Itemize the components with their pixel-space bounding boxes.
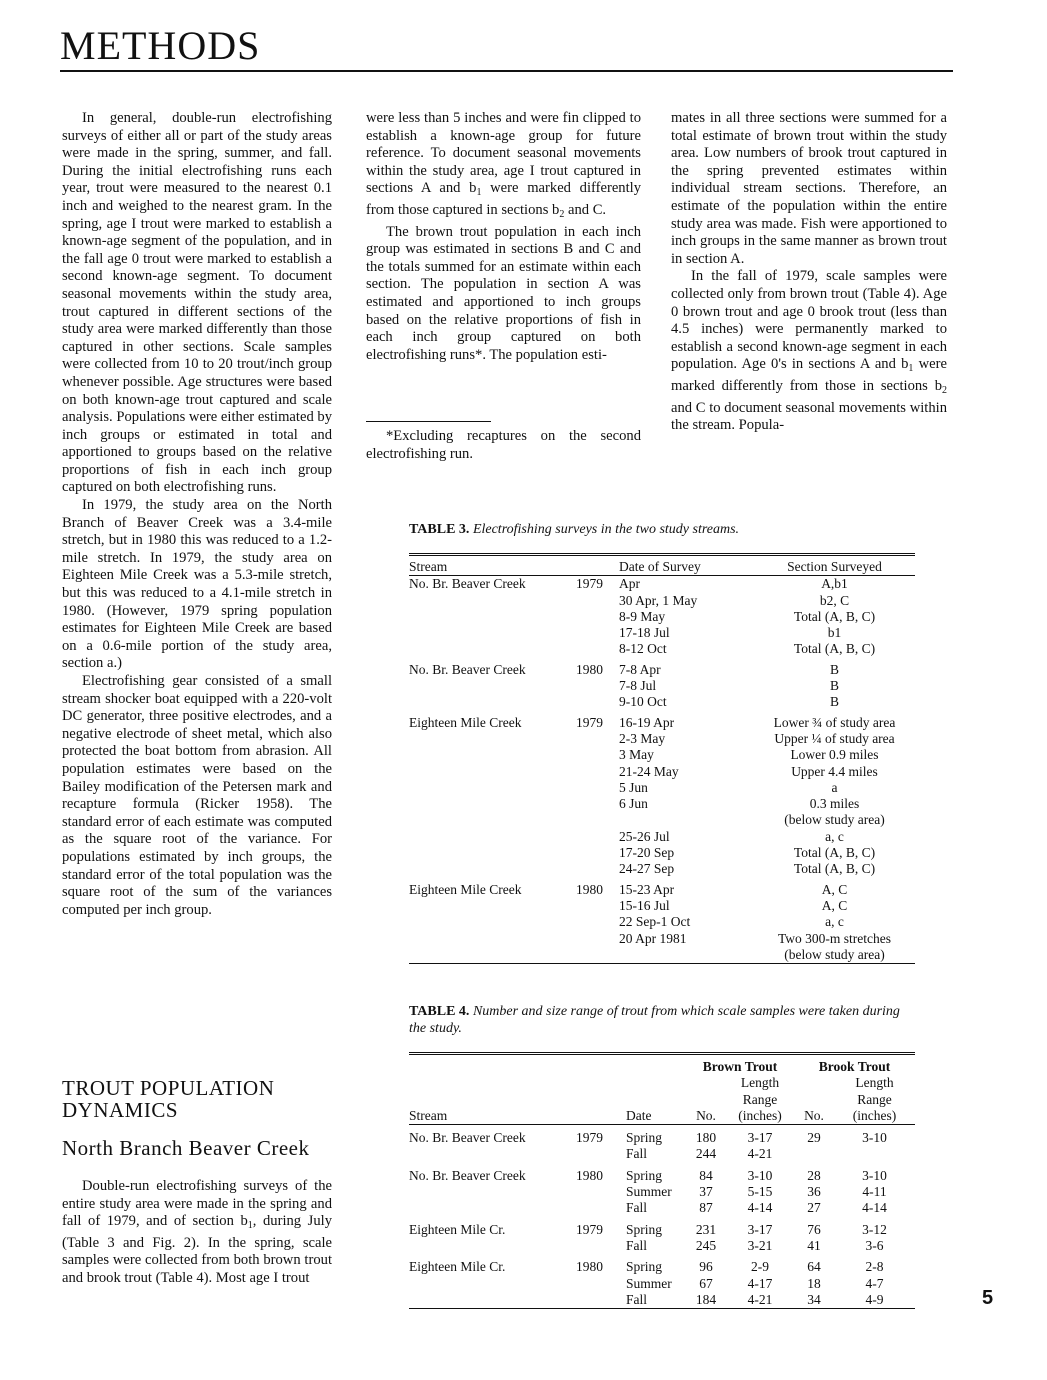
t3-section-cell: a, c xyxy=(825,914,844,930)
table-row xyxy=(409,1146,915,1162)
t3-date-cell: 8-9 May xyxy=(619,608,666,624)
t4-brown-no-cell: 231 xyxy=(695,1221,717,1237)
t4-brook-range-cell: 3-10 xyxy=(862,1130,887,1146)
table-3-body xyxy=(409,576,915,964)
table-row xyxy=(409,641,915,657)
t4-header-row-1 xyxy=(409,1054,915,1076)
t4-brown-no-cell: 244 xyxy=(695,1146,717,1162)
north-branch-text xyxy=(62,1178,332,1288)
t3-date-cell xyxy=(619,947,754,964)
t4-brook-range-cell: 4-14 xyxy=(862,1200,887,1216)
t4-brown-range-cell: 3-17 xyxy=(747,1130,773,1146)
t4-brown-range-cell: 4-14 xyxy=(747,1200,773,1216)
t3-section-cell: Two 300-m stretches xyxy=(777,930,892,946)
t3-section-cell: Lower ¾ of study area xyxy=(773,714,896,730)
t4-header-brown: Brown Trout xyxy=(702,1059,778,1074)
t4-brown-range-cell: 4-17 xyxy=(747,1275,773,1291)
table-row xyxy=(409,1292,915,1309)
t3-section-cell: (below study area) xyxy=(784,946,885,962)
t4-brook-no-cell: 28 xyxy=(807,1167,821,1183)
t3-section-cell: Lower 0.9 miles xyxy=(790,747,879,763)
t3-section-cell: 0.3 miles xyxy=(809,796,860,812)
table-4 xyxy=(409,1052,915,1309)
t3-date-cell: 7-8 Apr xyxy=(619,661,661,677)
t4-season-cell: Spring xyxy=(626,1221,663,1237)
footnote-rule xyxy=(366,421,491,422)
t3-date-cell: 25-26 Jul xyxy=(619,828,670,844)
table-4-caption: TABLE 4. Number and size range of trout from which scale samples were taken during the study. xyxy=(409,1004,900,1036)
north-branch-paragraph: Double-run electrofishing surveys of the entire study area were made in the spring and fall of 1979, and of section $b_1$, during July (Table 3 and Fig. 2). In the spring, scale samples were collected from both brown trout and brook trout (Table 4). Most age I trout xyxy=(62,1178,332,1286)
t4-season-cell: Spring xyxy=(626,1130,663,1146)
t4-brown-no-cell: 245 xyxy=(695,1237,717,1253)
table-row xyxy=(409,1238,915,1254)
t3-header-year xyxy=(576,555,619,576)
table-row xyxy=(409,1276,915,1292)
section-title: TROUT POPULATION DYNAMICS xyxy=(62,1076,275,1122)
t3-year-cell: 1979 xyxy=(576,576,603,592)
table-row xyxy=(409,625,915,641)
t3-date-cell: 15-16 Jul xyxy=(619,897,670,913)
t3-section-cell: B xyxy=(829,661,839,677)
t4-stream-cell: Eighteen Mile Cr. xyxy=(409,1259,506,1275)
t4-header-date: Date xyxy=(626,1108,686,1125)
t4-brook-range-cell: 4-9 xyxy=(865,1291,884,1307)
t4-brook-range-cell: 3-6 xyxy=(865,1237,884,1253)
t3-date-cell: Apr xyxy=(619,576,640,592)
t4-brown-range-cell: 3-21 xyxy=(747,1237,773,1253)
table-row xyxy=(409,731,915,747)
table-row xyxy=(409,1222,915,1238)
t4-header-inches-brook: (inches) xyxy=(834,1108,915,1125)
table-row xyxy=(409,1130,915,1146)
table-row xyxy=(409,764,915,780)
t3-date-cell: 5 Jun xyxy=(619,779,648,795)
t3-section-cell: B xyxy=(829,678,839,694)
methods-column-3 xyxy=(671,110,947,435)
methods-paragraph-3: Electrofishing gear consisted of a small stream shocker boat equipped with a 220-volt DC generator, three positive electrodes, and a negative electrode of sheet metal, which also protected the boat bottom from abrasion. All population estimates were based on the Bailey modification of the Petersen mark and recapture formula (Ricker 1958). The standard error of each estimate was computed as the square root of the variance. For populations estimated by inch groups, the standard error of the total population was the square root of the sum of the variances computed per inch group. xyxy=(62,673,332,918)
t3-section-cell: Total (A, B, C) xyxy=(793,641,876,657)
column-3-paragraph-1: mates in all three sections were summed for a total estimate of brown trout within the study area. Low numbers of brook trout captured in the spring prevented estimates within individual stream sections. Therefore, an estimate of the population within the entire study area was made. Fish were apportioned to inch groups in the same manner as brown trout in section A. xyxy=(671,110,947,267)
table-row xyxy=(409,914,915,930)
t3-section-cell: A,b1 xyxy=(821,576,848,592)
methods-column-1 xyxy=(62,110,332,919)
t3-date-cell: 30 Apr, 1 May xyxy=(619,592,698,608)
t4-brown-no-cell: 37 xyxy=(699,1184,713,1200)
t4-header-length-brown: Length xyxy=(740,1075,780,1091)
t3-date-cell: 2-3 May xyxy=(619,730,666,746)
t3-stream-cell: Eighteen Mile Creek xyxy=(409,714,522,730)
methods-paragraph-2: In 1979, the study area on the North Branch of Beaver Creek was a 3.4-mile stretch, but in 1980 this was reduced to a 1.2-mile stretch. In 1979, the study area on Eighteen Mile Creek was a 5.3-mile stretch, but this was reduced to a 4.1-mile stretch in 1980. (However, 1979 spring population estimates for Eighteen Mile Creek are based on a 0.6-mile portion of the study area, section a.) xyxy=(62,497,332,672)
t3-stream-cell: No. Br. Beaver Creek xyxy=(409,661,526,677)
t3-stream-cell: No. Br. Beaver Creek xyxy=(409,576,526,592)
t3-date-cell: 15-23 Apr xyxy=(619,881,675,897)
t3-date-cell: 24-27 Sep xyxy=(619,861,675,877)
subsection-title: North Branch Beaver Creek xyxy=(62,1136,310,1160)
t3-date-cell: 8-12 Oct xyxy=(619,641,667,657)
table-row xyxy=(409,1200,915,1216)
t4-header-no-brown: No. xyxy=(686,1108,726,1125)
t4-season-cell: Spring xyxy=(626,1167,663,1183)
table-row xyxy=(409,576,915,593)
t4-brook-no-cell: 18 xyxy=(807,1275,821,1291)
table-row xyxy=(409,780,915,796)
t3-year-cell: 1980 xyxy=(576,881,603,897)
t4-header-range-brook: Range xyxy=(857,1091,892,1107)
t4-header-range-brown: Range xyxy=(742,1091,778,1107)
t3-section-cell: A, C xyxy=(821,881,848,897)
table-row xyxy=(409,662,915,678)
table-4-body xyxy=(409,1125,915,1309)
t4-header-inches-brown: (inches) xyxy=(726,1108,794,1125)
t4-brook-no-cell: 36 xyxy=(807,1184,821,1200)
t4-brook-range-cell: 4-11 xyxy=(862,1184,887,1200)
table-row xyxy=(409,593,915,609)
t3-section-cell: (below study area) xyxy=(784,812,885,828)
t3-header-section: Section Surveyed xyxy=(754,555,915,576)
t3-date-cell: 17-20 Sep xyxy=(619,845,675,861)
t4-brown-no-cell: 67 xyxy=(699,1275,713,1291)
t4-brook-range-cell: 2-8 xyxy=(865,1259,884,1275)
t4-header-row-4 xyxy=(409,1108,915,1125)
column-2-paragraph-1: were less than 5 inches and were fin clipped to establish a known-age group for future reference. To document seasonal movements within the study area, age I trout captured in sections A and $b_1$ were marked differently from those captured in sections $b_2$ and C. xyxy=(366,110,641,220)
t4-brown-range-cell: 2-9 xyxy=(751,1259,769,1275)
table-row xyxy=(409,678,915,694)
t3-date-cell: 20 Apr 1981 xyxy=(619,930,687,946)
t3-section-cell: Total (A, B, C) xyxy=(793,845,876,861)
table-row xyxy=(409,812,915,828)
t4-brook-range-cell: 4-7 xyxy=(865,1275,884,1291)
t3-year-cell: 1979 xyxy=(576,714,603,730)
table-row xyxy=(409,1184,915,1200)
t4-brown-no-cell: 87 xyxy=(699,1200,713,1216)
t4-season-cell: Spring xyxy=(626,1259,663,1275)
t4-season-cell: Fall xyxy=(626,1200,648,1216)
table-row xyxy=(409,694,915,710)
t4-season-cell: Summer xyxy=(626,1184,672,1200)
t3-section-cell: A, C xyxy=(821,897,848,913)
footnote xyxy=(366,428,641,463)
methods-column-2 xyxy=(366,110,641,364)
table-row xyxy=(409,829,915,845)
table-row xyxy=(409,715,915,731)
t4-brook-range-cell: 3-12 xyxy=(862,1221,887,1237)
t4-header-length-brook: Length xyxy=(855,1075,894,1091)
t3-section-cell: Total (A, B, C) xyxy=(793,608,876,624)
t4-year-cell: 1979 xyxy=(576,1130,603,1146)
t3-section-cell: a xyxy=(831,779,838,795)
table-row xyxy=(409,898,915,914)
t4-header-stream: Stream xyxy=(409,1108,576,1125)
t3-date-cell xyxy=(619,812,754,828)
table-row xyxy=(409,1259,915,1275)
t3-section-cell: b1 xyxy=(827,625,842,641)
t4-brown-no-cell: 180 xyxy=(695,1130,717,1146)
t4-year-cell: 1980 xyxy=(576,1167,603,1183)
table-3-header-row xyxy=(409,555,915,576)
t3-date-cell: 17-18 Jul xyxy=(619,625,670,641)
t3-date-cell: 9-10 Oct xyxy=(619,694,667,710)
t4-year-cell: 1979 xyxy=(576,1221,603,1237)
t4-brown-no-cell: 184 xyxy=(695,1291,717,1307)
t4-header-no-brook: No. xyxy=(794,1108,834,1125)
t3-header-stream: Stream xyxy=(409,555,576,576)
column-3-paragraph-2: In the fall of 1979, scale samples were collected only from brown trout (Table 4). Age 0 brown trout and age 0 brook trout (less than 4.5 inches) were permanently marked to establish a second known-age segment in each population. Age 0's in sections A and $b_1$ were marked differently from those in sections $b_2$ and C to document seasonal movements within the stream. Popula- xyxy=(671,268,947,434)
table-row xyxy=(409,1168,915,1184)
table-row xyxy=(409,861,915,877)
table-row xyxy=(409,845,915,861)
t4-brook-range-cell xyxy=(834,1146,915,1162)
table-row xyxy=(409,882,915,898)
t4-season-cell: Summer xyxy=(626,1275,672,1291)
table-row xyxy=(409,609,915,625)
t3-date-cell: 6 Jun xyxy=(619,796,648,812)
t4-year-cell: 1980 xyxy=(576,1259,603,1275)
t3-year-cell: 1980 xyxy=(576,661,603,677)
footnote-text: *Excluding recaptures on the second electrofishing run. xyxy=(366,428,641,462)
t4-brook-no-cell xyxy=(794,1146,834,1162)
t3-header-date: Date of Survey xyxy=(619,555,754,576)
t3-section-cell: Upper 4.4 miles xyxy=(791,763,878,779)
t3-date-cell: 16-19 Apr xyxy=(619,714,675,730)
t3-stream-cell: Eighteen Mile Creek xyxy=(409,881,522,897)
t3-section-cell: Upper ¼ of study area xyxy=(774,730,895,746)
t4-header-row-2 xyxy=(409,1075,915,1091)
t4-brook-no-cell: 29 xyxy=(807,1130,821,1146)
t4-season-cell: Fall xyxy=(626,1291,648,1307)
t4-stream-cell: Eighteen Mile Cr. xyxy=(409,1221,506,1237)
table-row xyxy=(409,947,915,964)
t4-brown-range-cell: 4-21 xyxy=(747,1146,773,1162)
table-row xyxy=(409,796,915,812)
table-3-caption: TABLE 3. Electrofishing surveys in the two study streams. xyxy=(409,522,740,537)
t4-brown-range-cell: 3-17 xyxy=(747,1221,773,1237)
t3-section-cell: B xyxy=(829,694,839,710)
page-heading: METHODS xyxy=(60,22,953,72)
column-2-paragraph-2: The brown trout population in each inch group was estimated in sections B and C and the totals summed for an estimate within each section. The population in section A was estimated and apportioned to inch groups based on the relative proportions of fish in each inch group captured on both electrofishing runs*. The population esti- xyxy=(366,223,641,363)
t4-season-cell: Fall xyxy=(626,1237,648,1253)
methods-paragraph-1: In general, double-run electrofishing surveys of either all or part of the study areas were made in the spring, summer, and fall. During the initial electrofishing runs each year, trout were measured to the nearest 0.1 inch and weighed to the nearest gram. In the spring, age I trout were marked to establish a known-age segment of the population, and in the fall age 0 trout were marked to establish a second known-age segment. To document seasonal movements within the study area, trout captured in different sections of the study area were marked differently than those captured in other sections. Scale samples were collected from 10 to 20 trout/inch group whenever possible. Age structures were based on both known-age trout captured and scale analysis. Populations were either estimated by inch groups or estimated in total and apportioned to groups based on the relative proportions of fish in each inch group captured on both electrofishing runs. xyxy=(62,110,332,496)
t4-brown-no-cell: 84 xyxy=(699,1167,713,1183)
t4-brook-no-cell: 27 xyxy=(807,1200,821,1216)
t4-brook-no-cell: 41 xyxy=(807,1237,821,1253)
page-number: 5 xyxy=(982,1287,994,1309)
t4-brown-range-cell: 5-15 xyxy=(747,1184,773,1200)
t3-date-cell: 21-24 May xyxy=(619,763,679,779)
t3-section-cell: Total (A, B, C) xyxy=(793,861,876,877)
t4-brook-range-cell: 3-10 xyxy=(862,1167,887,1183)
t4-stream-cell: No. Br. Beaver Creek xyxy=(409,1130,526,1146)
t3-section-cell: b2, C xyxy=(819,592,850,608)
t4-stream-cell: No. Br. Beaver Creek xyxy=(409,1167,526,1183)
t3-date-cell: 22 Sep-1 Oct xyxy=(619,914,691,930)
t4-brown-no-cell: 96 xyxy=(699,1259,713,1275)
table-row xyxy=(409,931,915,947)
table-row xyxy=(409,747,915,763)
t4-header-row-3 xyxy=(409,1092,915,1108)
t3-date-cell: 7-8 Jul xyxy=(619,678,657,694)
t3-section-cell: a, c xyxy=(825,828,844,844)
t4-brown-range-cell: 3-10 xyxy=(747,1167,773,1183)
t3-date-cell: 3 May xyxy=(619,747,654,763)
t4-brown-range-cell: 4-21 xyxy=(747,1291,773,1307)
t4-brook-no-cell: 76 xyxy=(807,1221,821,1237)
t4-brook-no-cell: 64 xyxy=(807,1259,821,1275)
t4-brook-no-cell: 34 xyxy=(807,1291,821,1307)
t4-header-brook: Brook Trout xyxy=(818,1059,891,1074)
t4-season-cell: Fall xyxy=(626,1146,648,1162)
table-3 xyxy=(409,553,915,964)
